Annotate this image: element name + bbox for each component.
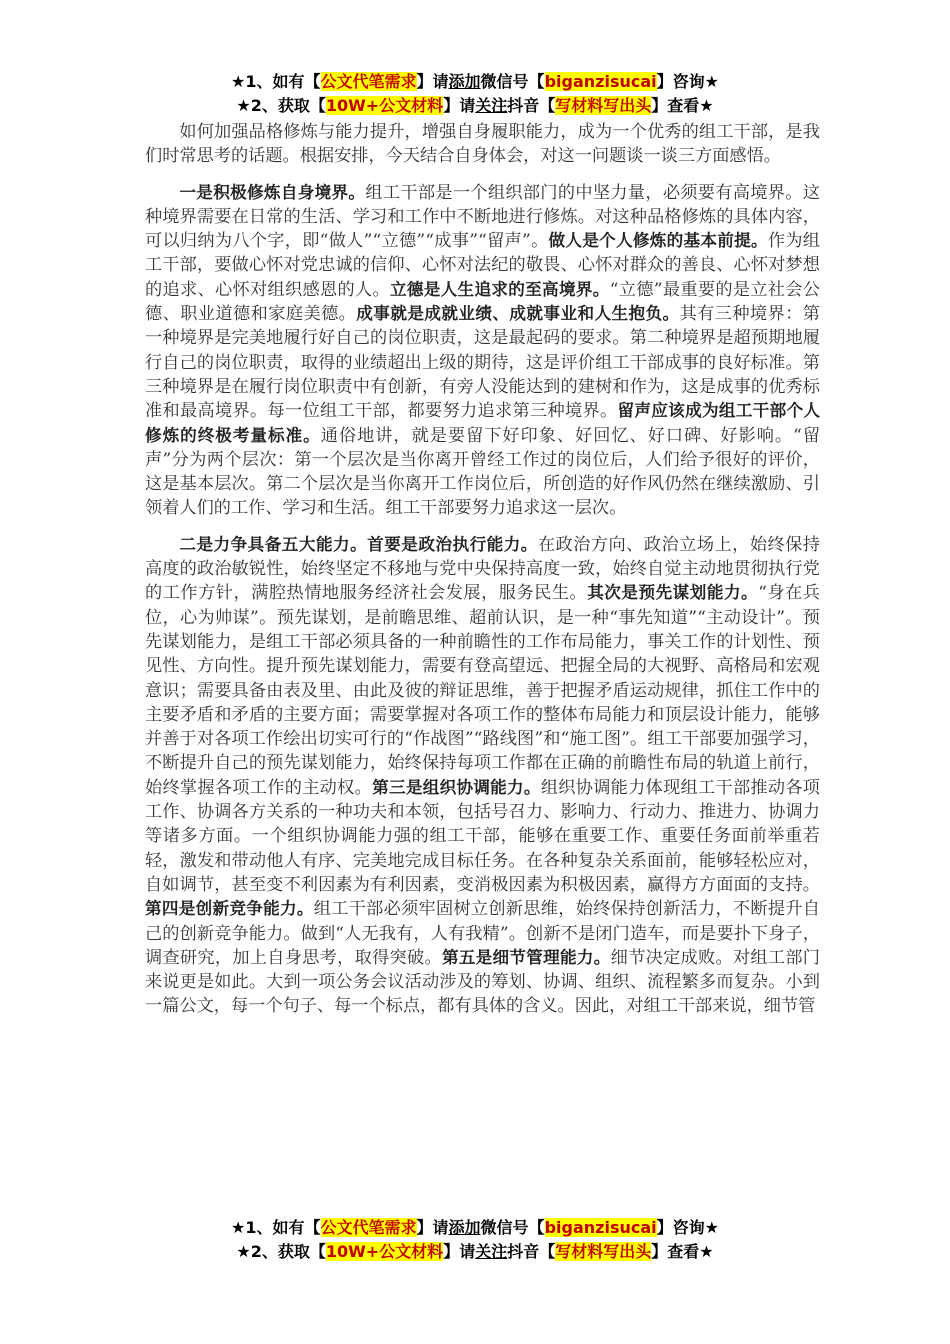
section-heading: 一是积极修炼自身境界。 — [179, 182, 366, 202]
highlight-douyin-account: 写材料写出头 — [555, 96, 652, 115]
banner-text: 】查看★ — [651, 1242, 714, 1261]
banner-text: ★1、如有【 — [231, 1218, 321, 1237]
footer-banner — [0, 1216, 950, 1264]
highlight-douyin-account: 写材料写出头 — [555, 1242, 652, 1261]
banner-line-2 — [0, 94, 950, 118]
paragraph-section-2 — [145, 533, 820, 1019]
paragraph-section-1 — [145, 181, 820, 521]
header-banner — [0, 70, 950, 118]
banner-text: 】咨询★ — [656, 72, 719, 91]
banner-text: ★2、获取【 — [236, 96, 326, 115]
section-heading: 二是力争具备五大能力。首要是政治执行能力。 — [179, 534, 538, 554]
key-point: 做人是个人修炼的基本前提。 — [548, 231, 768, 251]
banner-text: 】请 — [443, 96, 476, 115]
paragraph-text: 通俗地讲，就是要留下好印象、好回忆、好口碑、好影响。“留声”分为两个层次：第一个层次是当你离开曾经工作过的岗位后，人们给予很好的评价，这是基本层次。第二个层次是当你离开工作岗位后，所创造的好作风仍然在继续激励、引领着人们的工作、学习和生活。组工干部要努力追求这一层次。 — [145, 425, 821, 519]
paragraph-text: “身在兵位，心为帅谋”。预先谋划，是前瞻思维、超前认识，是一种“事先知道”“主动设计”。预先谋划能力，是组工干部必须具备的一种前瞻性的工作布局能力，事关工作的计划性、预见性、方向性。提升预先谋划能力，需要有登高望远、把握全局的大视野、高格局和宏观意识；需要具备由表及里、由此及彼的辩证思维，善于把握矛盾运动规律，抓住工作中的主要矛盾和矛盾的主要方面；需要掌握对各项工作的整体布局能力和顶层设计能力，能够并善于对各项工作绘出切实可行的“作战图”“路线图”和“施工图”。组工干部要加强学习，不断提升自己的预先谋划能力，始终保持每项工作都在正确的前瞻性布局的轨道上前行，始终掌握各项工作的主动权。 — [145, 583, 820, 798]
paragraph-text: 细节决定成败。对组工部门来说更是如此。大到一项公务会议活动涉及的筹划、协调、组织、流程繁多而复杂。小到一篇公文，每一个句子、每一个标点，都有具体的含义。因此，对组工干部来说，细节管 — [145, 947, 820, 1017]
banner-line-2 — [0, 1240, 950, 1264]
banner-text: ★1、如有【 — [231, 72, 321, 91]
highlight-service: 公文代笔需求 — [320, 72, 417, 91]
banner-text: 抖音【 — [507, 1242, 556, 1261]
highlight-service: 公文代笔需求 — [320, 1218, 417, 1237]
key-point: 立德是人生追求的至高境界。 — [389, 279, 610, 299]
key-point: 其次是预先谋划能力。 — [587, 583, 759, 603]
banner-text: 微信号【 — [480, 1218, 545, 1237]
banner-text: ★2、获取【 — [236, 1242, 326, 1261]
banner-text: 】咨询★ — [656, 1218, 719, 1237]
key-point: 第五是细节管理能力。 — [441, 947, 611, 967]
banner-text: 】请 — [416, 72, 449, 91]
key-point: 第四是创新竞争能力。 — [145, 899, 314, 919]
paragraph-text: 组工干部是一个组织部门的中坚力量，必须要有高境界。这种境界需要在日常的生活、学习和工作中不断地进行修炼。对这种品格修炼的具体内容，可以归纳为八个字，即“做人”“立德”“成事”“留声”。 — [145, 182, 820, 252]
paragraph-text: “立德”最重要的是立社会公德、职业道德和家庭美德。 — [145, 279, 820, 325]
paragraph-text: 其有三种境界：第一种境界是完美地履行好自己的岗位职责，这是最起码的要求。第二种境界是超预期地履行自己的岗位职责，取得的业绩超出上级的期待，这是评价组工干部成事的良好标准。第三种境界是在履行岗位职责中有创新，有旁人没能达到的建树和作为，这是成事的优秀标准和最高境界。每一位组工干部，都要努力追求第三种境界。 — [145, 304, 820, 422]
banner-text: 】查看★ — [651, 96, 714, 115]
banner-text: 抖音【 — [507, 96, 556, 115]
banner-text: 微信号【 — [480, 72, 545, 91]
underlined-text: 添加 — [448, 72, 481, 91]
paragraph-text: 组工干部必须牢固树立创新思维，始终保持创新活力，不断提升自己的创新竞争能力。做到“人无我有，人有我精”。创新不是闭门造车，而是要扑下身子，调查研究，加上自身思考，取得突破。 — [145, 899, 820, 968]
paragraph-text: 如何加强品格修炼与能力提升，增强自身履职能力，成为一个优秀的组工干部，是我们时常思考的话题。根据安排，今天结合自身体会，对这一问题谈一谈三方面感悟。 — [145, 122, 820, 167]
key-point: 成事就是成就业绩、成就事业和人生抱负。 — [356, 304, 680, 324]
key-point: 留声应该成为组工干部个人修炼的终极考量标准。 — [145, 401, 820, 445]
highlight-materials: 10W+公文材料 — [325, 96, 444, 115]
highlight-wechat-id: biganzisucai — [544, 72, 657, 91]
highlight-wechat-id: biganzisucai — [544, 1218, 657, 1237]
underlined-text: 关注 — [475, 1242, 508, 1261]
banner-line-1 — [0, 70, 950, 94]
banner-text: 】请 — [443, 1242, 476, 1261]
banner-text: 】请 — [416, 1218, 449, 1237]
underlined-text: 添加 — [448, 1218, 481, 1237]
banner-line-1 — [0, 1216, 950, 1240]
key-point: 第三是组织协调能力。 — [372, 777, 541, 797]
underlined-text: 关注 — [475, 96, 508, 115]
paragraph-intro — [145, 120, 820, 169]
paragraph-text: 在政治方向、政治立场上，始终保持高度的政治敏锐性，始终坚定不移地与党中央保持高度一致，始终自觉主动地贯彻执行党的工作方针，满腔热情地服务经济社会发展，服务民生。 — [145, 534, 820, 604]
highlight-materials: 10W+公文材料 — [325, 1242, 444, 1261]
document-body — [145, 120, 820, 1019]
paragraph-text: 组织协调能力体现组工干部推动各项工作、协调各方关系的一种功夫和本领，包括号召力、影响力、行动力、推进力、协调力等诸多方面。一个组织协调能力强的组工干部，能够在重要工作、重要任务面前举重若轻，激发和带动他人有序、完美地完成目标任务。在各种复杂关系面前，能够轻松应对，自如调节，甚至变不利因素为有利因素，变消极因素为积极因素，赢得方方面面的支持。 — [145, 777, 820, 895]
paragraph-text: 作为组工干部，要做心怀对党忠诚的信仰、心怀对法纪的敬畏、心怀对群众的善良、心怀对梦想的追求、心怀对组织感恩的人。 — [145, 231, 820, 300]
